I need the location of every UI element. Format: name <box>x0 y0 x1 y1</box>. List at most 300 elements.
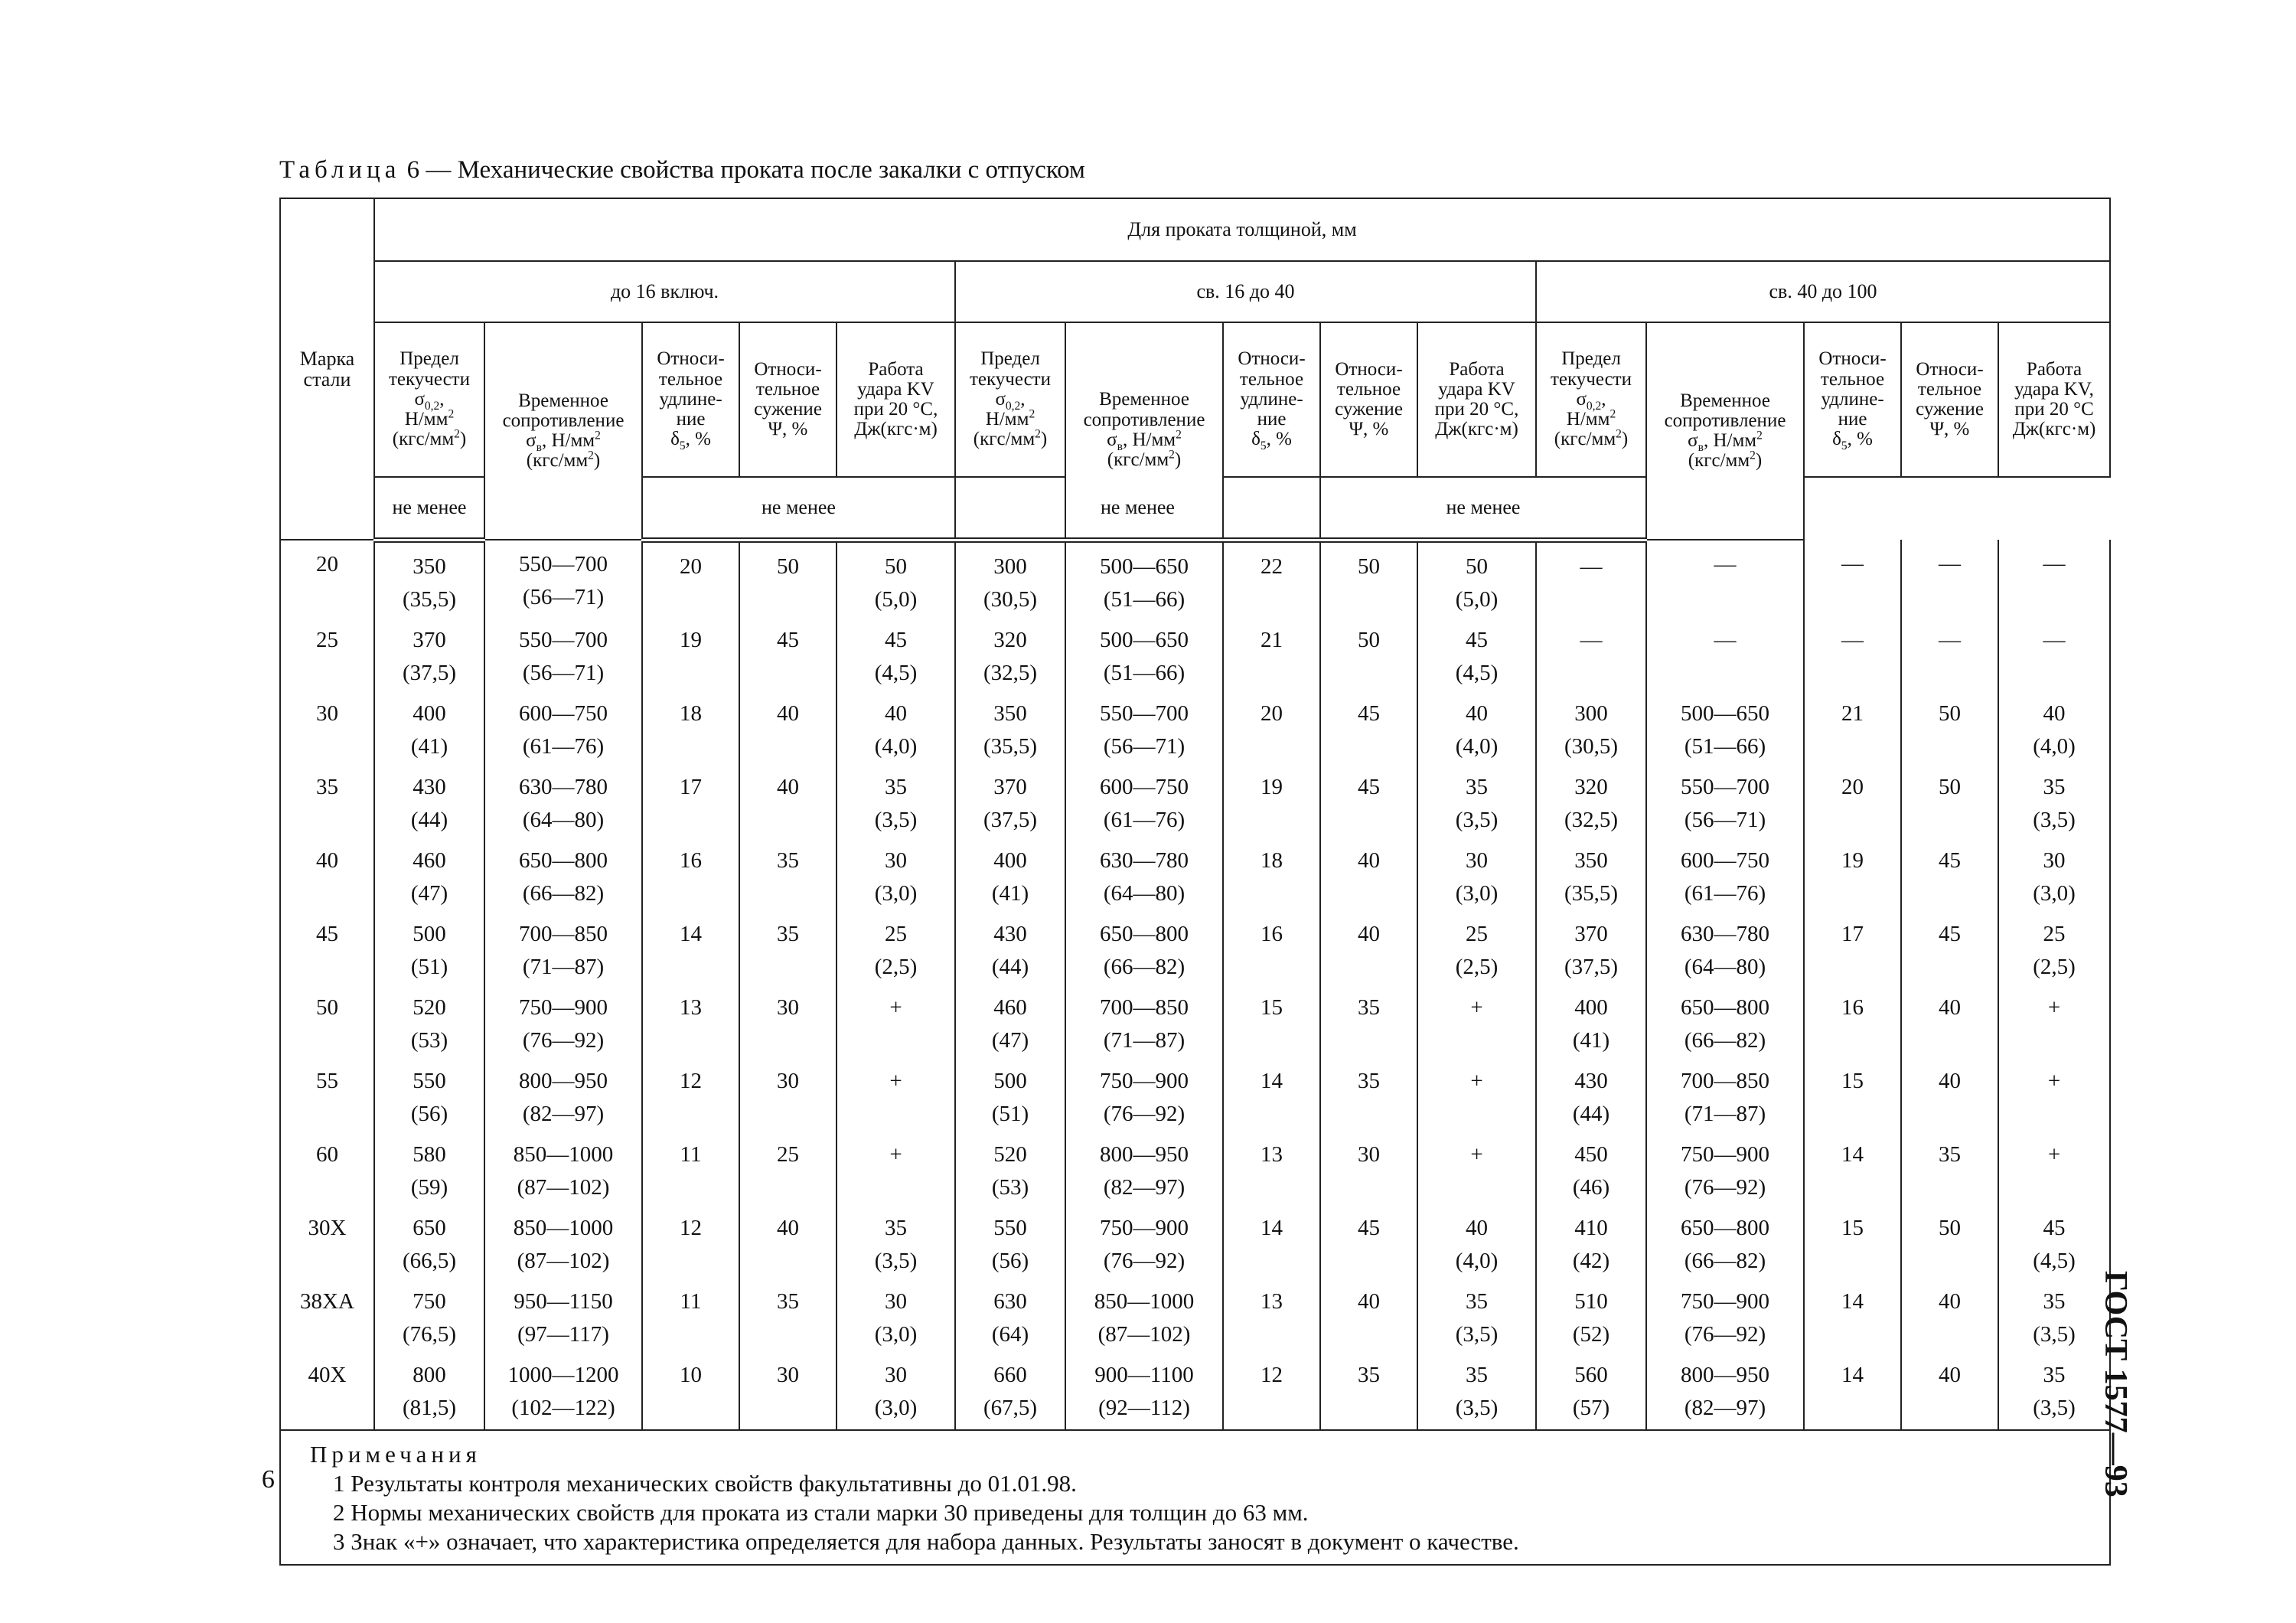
value-cell <box>642 763 739 837</box>
value-kgf <box>1225 1171 1318 1204</box>
value-main: 400 <box>413 700 446 726</box>
value-cell <box>739 763 837 837</box>
header-reduction-1: Относи- тельное сужение Ψ, % <box>739 322 837 477</box>
value-cell <box>1901 1204 1998 1278</box>
value-kgf <box>1806 580 1899 613</box>
value-cell <box>739 616 837 690</box>
value-cell <box>1536 1351 1646 1430</box>
value-cell <box>484 984 642 1057</box>
value-cell <box>642 1131 739 1204</box>
value-main: 630—780 <box>1681 921 1769 946</box>
table-row <box>280 910 2110 984</box>
value-main: 17 <box>1841 921 1864 946</box>
steel-grade-cell: 35 <box>280 763 374 837</box>
value-main: 850—1000 <box>513 1215 614 1240</box>
value-main: — <box>1939 551 1961 576</box>
value-main: 15 <box>1261 994 1283 1020</box>
value-kgf <box>1225 804 1318 837</box>
value-main: 50 <box>1939 774 1961 799</box>
value-main: 12 <box>680 1215 702 1240</box>
value-cell <box>642 540 739 616</box>
value-main: + <box>889 1068 902 1093</box>
value-cell <box>1804 540 1901 616</box>
value-main: 14 <box>1841 1288 1864 1314</box>
value-cell <box>837 1131 955 1204</box>
value-main: 20 <box>680 554 702 579</box>
value-cell <box>1065 690 1223 763</box>
value-main: 35 <box>777 847 799 873</box>
value-main: 45 <box>1939 847 1961 873</box>
value-main: 13 <box>1261 1141 1283 1167</box>
value-kgf: (66—82) <box>1103 954 1186 979</box>
value-main: 430 <box>413 774 446 799</box>
value-main: 400 <box>993 847 1027 873</box>
value-kgf <box>1538 583 1644 616</box>
value-cell <box>1998 763 2110 837</box>
value-kgf: (53) <box>410 1027 448 1053</box>
value-main: 30 <box>2043 847 2066 873</box>
value-cell <box>484 837 642 910</box>
value-cell <box>955 1351 1065 1430</box>
not-less-header-2: не менее <box>955 477 1320 540</box>
value-main: 45 <box>1358 774 1380 799</box>
value-kgf <box>1806 877 1899 910</box>
value-cell <box>374 984 484 1057</box>
value-kgf: (56—71) <box>522 660 605 685</box>
value-cell <box>1223 540 1320 616</box>
value-kgf <box>644 951 737 984</box>
value-kgf <box>644 1245 737 1278</box>
value-kgf <box>1420 1171 1534 1204</box>
value-cell <box>739 910 837 984</box>
value-kgf: (61—76) <box>1684 880 1766 906</box>
value-kgf <box>1322 877 1415 910</box>
value-kgf <box>644 1318 737 1351</box>
value-kgf <box>1225 1245 1318 1278</box>
value-kgf: (3,5) <box>2033 1395 2076 1420</box>
value-kgf: (47) <box>410 880 448 906</box>
value-cell <box>374 1131 484 1204</box>
value-cell <box>1536 690 1646 763</box>
value-main: — <box>1580 554 1603 579</box>
header-yield-2: Предел текучести $\sigma_{0,2}$, $Н/мм^2$ $(кгс/мм^2)$ <box>955 322 1065 477</box>
value-kgf <box>1225 1318 1318 1351</box>
table-row <box>280 540 2110 616</box>
value-cell <box>1223 1057 1320 1131</box>
value-cell <box>1223 1131 1320 1204</box>
value-kgf <box>644 804 737 837</box>
value-kgf <box>1903 1171 1996 1204</box>
value-cell <box>1417 910 1536 984</box>
header-impact-3: Работа удара KV, при 20 °С Дж(кгс·м) <box>1998 322 2110 477</box>
value-main: 550—700 <box>1681 774 1769 799</box>
value-kgf: (64—80) <box>1103 880 1186 906</box>
steel-grade-cell: 40Х <box>280 1351 374 1430</box>
header-tensile-2: Временное сопротивление $\sigma_в$, $Н/мм^2$ $(кгс/мм^2)$ <box>1065 322 1223 540</box>
value-main: 500 <box>413 921 446 946</box>
value-cell <box>1998 837 2110 910</box>
value-cell <box>1998 1351 2110 1430</box>
value-kgf <box>1903 951 1996 984</box>
value-cell <box>484 540 642 616</box>
value-kgf: (51) <box>991 1101 1029 1126</box>
value-kgf <box>742 730 834 763</box>
value-cell <box>1536 616 1646 690</box>
value-main: 14 <box>1261 1068 1283 1093</box>
value-cell <box>1536 540 1646 616</box>
value-cell <box>642 616 739 690</box>
value-kgf <box>1322 583 1415 616</box>
value-kgf <box>1322 730 1415 763</box>
value-kgf: (56—71) <box>1103 733 1186 759</box>
value-cell <box>1320 763 1417 837</box>
value-main: 500 <box>993 1068 1027 1093</box>
value-main: 21 <box>1841 700 1864 726</box>
value-cell <box>1804 690 1901 763</box>
table-header <box>280 198 2110 540</box>
value-kgf: (37,5) <box>983 807 1038 832</box>
value-cell <box>1417 984 1536 1057</box>
value-kgf: (71—87) <box>522 954 605 979</box>
value-kgf <box>839 1098 953 1131</box>
value-cell <box>484 763 642 837</box>
value-kgf <box>1322 1171 1415 1204</box>
value-kgf: (41) <box>1572 1027 1610 1053</box>
value-cell <box>1646 763 1804 837</box>
value-kgf: (4,5) <box>1455 660 1499 685</box>
value-main: + <box>2047 1068 2061 1093</box>
value-main: 1000—1200 <box>507 1362 619 1387</box>
value-main: — <box>1714 627 1737 652</box>
value-cell <box>1320 540 1417 616</box>
notes-title: Примечания <box>310 1440 481 1468</box>
value-cell <box>955 763 1065 837</box>
steel-grade-cell: 38ХА <box>280 1278 374 1351</box>
value-main: 30 <box>777 994 799 1020</box>
value-kgf: (4,5) <box>874 660 918 685</box>
value-main: 40 <box>1358 921 1380 946</box>
value-main: 520 <box>993 1141 1027 1167</box>
value-main: 14 <box>680 921 702 946</box>
value-cell <box>1065 1131 1223 1204</box>
value-kgf <box>1806 1098 1899 1131</box>
value-kgf <box>644 877 737 910</box>
value-cell <box>1417 1057 1536 1131</box>
value-main: 20 <box>1841 774 1864 799</box>
value-cell <box>484 690 642 763</box>
value-cell <box>1223 984 1320 1057</box>
notes-cell <box>280 1430 2110 1565</box>
value-main: 21 <box>1261 627 1283 652</box>
value-main: 12 <box>1261 1362 1283 1387</box>
value-kgf: (4,5) <box>2033 1248 2076 1273</box>
value-main: 650—800 <box>1681 994 1769 1020</box>
value-kgf <box>839 1024 953 1057</box>
value-kgf: (47) <box>991 1027 1029 1053</box>
value-kgf <box>1649 657 1802 690</box>
value-main: 350 <box>993 700 1027 726</box>
value-cell <box>1998 690 2110 763</box>
value-cell <box>739 1057 837 1131</box>
value-kgf: (81,5) <box>402 1395 457 1420</box>
value-main: 50 <box>1358 554 1380 579</box>
value-cell <box>1804 910 1901 984</box>
value-cell <box>955 690 1065 763</box>
value-kgf <box>1806 657 1899 690</box>
value-cell <box>1646 984 1804 1057</box>
value-kgf: (3,0) <box>874 880 918 906</box>
value-cell <box>374 1057 484 1131</box>
value-kgf <box>644 730 737 763</box>
value-cell <box>1536 1278 1646 1351</box>
value-cell <box>837 1057 955 1131</box>
note-3: 3 Знак «+» означает, что характеристика определяется для набора данных. Результаты заносят в документ о качестве. <box>333 1527 1519 1555</box>
value-cell <box>837 540 955 616</box>
value-kgf: (51) <box>410 954 448 979</box>
value-main: 410 <box>1574 1215 1608 1240</box>
value-cell <box>484 616 642 690</box>
value-cell <box>1901 1057 1998 1131</box>
value-kgf: (32,5) <box>983 660 1038 685</box>
value-kgf: (71—87) <box>1684 1101 1766 1126</box>
value-main: 560 <box>1574 1362 1608 1387</box>
value-cell <box>642 1278 739 1351</box>
value-kgf: (2,5) <box>874 954 918 979</box>
header-reduction-3: Относи- тельное сужение Ψ, % <box>1901 322 1998 477</box>
value-main: 35 <box>1939 1141 1961 1167</box>
value-kgf: (76—92) <box>1103 1248 1186 1273</box>
value-kgf: (51—66) <box>1684 733 1766 759</box>
value-cell <box>955 837 1065 910</box>
value-main: 50 <box>1939 700 1961 726</box>
value-main: + <box>2047 994 2061 1020</box>
value-cell <box>739 1131 837 1204</box>
value-main: 16 <box>1841 994 1864 1020</box>
value-cell <box>1804 763 1901 837</box>
value-main: 40 <box>1466 700 1488 726</box>
value-cell <box>955 1204 1065 1278</box>
value-cell <box>642 910 739 984</box>
value-main: 450 <box>1574 1141 1608 1167</box>
value-cell <box>374 910 484 984</box>
value-cell <box>1901 763 1998 837</box>
value-cell <box>1223 1278 1320 1351</box>
value-cell <box>1417 837 1536 910</box>
value-kgf: (51—66) <box>1103 586 1186 612</box>
value-kgf: (102—122) <box>511 1395 615 1420</box>
value-kgf: (67,5) <box>983 1395 1038 1420</box>
header-tensile-3: Временное сопротивление $\sigma_в$, $Н/мм^2$ $(кгс/мм^2)$ <box>1646 322 1804 540</box>
value-kgf: (51—66) <box>1103 660 1186 685</box>
value-main: 800—950 <box>1681 1362 1769 1387</box>
value-cell <box>1065 1057 1223 1131</box>
value-main: 35 <box>777 921 799 946</box>
value-main: 460 <box>993 994 1027 1020</box>
steel-grade-cell: 20 <box>280 540 374 616</box>
not-less-header-1b: не менее <box>642 477 955 540</box>
value-kgf <box>1806 1392 1899 1425</box>
value-main: 11 <box>680 1288 702 1314</box>
value-kgf <box>1806 730 1899 763</box>
value-kgf <box>644 583 737 616</box>
value-main: 17 <box>680 774 702 799</box>
value-main: 16 <box>1261 921 1283 946</box>
header-impact-1: Работа удара KV при 20 °С, Дж(кгс·м) <box>837 322 955 477</box>
caption-dash: — <box>426 156 452 184</box>
value-main: 15 <box>1841 1215 1864 1240</box>
value-cell <box>1901 984 1998 1057</box>
value-kgf <box>644 1171 737 1204</box>
value-kgf: (3,5) <box>874 807 918 832</box>
value-main: 30 <box>1358 1141 1380 1167</box>
value-main: 35 <box>885 1215 907 1240</box>
value-cell <box>837 837 955 910</box>
value-cell <box>739 1351 837 1430</box>
value-main: 800 <box>413 1362 446 1387</box>
header-yield-3: Предел текучести $\sigma_{0,2}$, $Н/мм^2$ $(кгс/мм^2)$ <box>1536 322 1646 477</box>
value-kgf <box>1225 877 1318 910</box>
value-kgf <box>1322 1024 1415 1057</box>
value-cell <box>739 1278 837 1351</box>
note-1: 1 Результаты контроля механических свойств факультативны до 01.01.98. <box>333 1469 1077 1497</box>
steel-grade-cell: 50 <box>280 984 374 1057</box>
value-kgf <box>644 1392 737 1425</box>
table-row <box>280 690 2110 763</box>
value-main: 520 <box>413 994 446 1020</box>
value-main: 50 <box>777 554 799 579</box>
value-cell <box>955 540 1065 616</box>
value-main: 30 <box>885 1362 907 1387</box>
value-cell <box>955 910 1065 984</box>
value-kgf: (4,0) <box>1455 733 1499 759</box>
value-kgf <box>742 657 834 690</box>
value-kgf <box>1806 1171 1899 1204</box>
value-cell <box>1320 910 1417 984</box>
value-cell <box>1804 984 1901 1057</box>
value-cell <box>1065 1351 1223 1430</box>
value-cell <box>1646 1057 1804 1131</box>
value-kgf: (87—102) <box>517 1248 610 1273</box>
value-cell <box>374 837 484 910</box>
value-kgf <box>1903 804 1996 837</box>
value-main: 600—750 <box>519 700 608 726</box>
value-main: 750—900 <box>1681 1288 1769 1314</box>
value-main: + <box>1470 1141 1483 1167</box>
value-kgf <box>1806 804 1899 837</box>
value-cell <box>1998 616 2110 690</box>
value-kgf <box>1420 1098 1534 1131</box>
value-kgf: (82—97) <box>1684 1395 1766 1420</box>
value-cell <box>1998 540 2110 616</box>
value-main: — <box>1580 627 1603 652</box>
group-header-3: св. 40 до 100 <box>1536 261 2110 322</box>
value-main: 650—800 <box>1681 1215 1769 1240</box>
value-cell <box>374 763 484 837</box>
value-main: 630 <box>993 1288 1027 1314</box>
value-cell <box>1223 910 1320 984</box>
value-cell <box>1417 1351 1536 1430</box>
value-main: 30 <box>1466 847 1488 873</box>
value-main: 16 <box>680 847 702 873</box>
value-main: 700—850 <box>519 921 608 946</box>
value-main: 630—780 <box>1100 847 1189 873</box>
value-main: 50 <box>1466 554 1488 579</box>
value-cell <box>1417 1131 1536 1204</box>
value-main: + <box>2047 1141 2061 1167</box>
value-kgf <box>1225 1024 1318 1057</box>
value-main: 650—800 <box>1100 921 1189 946</box>
value-cell <box>642 1351 739 1430</box>
steel-grade-cell: 45 <box>280 910 374 984</box>
value-kgf <box>742 877 834 910</box>
value-kgf: (41) <box>991 880 1029 906</box>
value-kgf: (44) <box>991 954 1029 979</box>
value-main: 550—700 <box>519 627 608 652</box>
value-cell <box>1223 837 1320 910</box>
value-cell <box>1065 837 1223 910</box>
value-cell <box>1320 1057 1417 1131</box>
value-kgf: (30,5) <box>983 586 1038 612</box>
value-kgf <box>742 804 834 837</box>
value-cell <box>1417 616 1536 690</box>
value-cell <box>1901 1278 1998 1351</box>
value-kgf <box>742 1171 834 1204</box>
value-cell <box>1320 837 1417 910</box>
value-cell <box>1536 763 1646 837</box>
value-kgf: (97—117) <box>517 1321 609 1347</box>
value-cell <box>739 1204 837 1278</box>
value-main: 45 <box>1358 1215 1380 1240</box>
not-less-header-3: не менее <box>1320 477 1646 540</box>
value-cell <box>837 1204 955 1278</box>
header-reduction-2: Относи- тельное сужение Ψ, % <box>1320 322 1417 477</box>
value-cell <box>1998 1278 2110 1351</box>
value-kgf: (76—92) <box>1684 1174 1766 1200</box>
value-kgf <box>742 1245 834 1278</box>
value-kgf <box>1806 1024 1899 1057</box>
value-cell <box>1223 616 1320 690</box>
value-cell <box>1536 984 1646 1057</box>
value-kgf: (87—102) <box>517 1174 610 1200</box>
value-main: 25 <box>777 1141 799 1167</box>
value-main: 18 <box>680 700 702 726</box>
value-kgf <box>1322 951 1415 984</box>
note-2: 2 Нормы механических свойств для проката из стали марки 30 приведены для толщин до 63 мм. <box>333 1498 1309 1526</box>
value-cell <box>1646 540 1804 616</box>
value-cell <box>837 763 955 837</box>
value-cell <box>837 616 955 690</box>
value-main: 40 <box>777 1215 799 1240</box>
value-cell <box>374 616 484 690</box>
value-kgf: (64) <box>991 1321 1029 1347</box>
value-cell <box>484 1204 642 1278</box>
value-kgf <box>742 1318 834 1351</box>
value-main: 300 <box>993 554 1027 579</box>
value-kgf <box>1538 657 1644 690</box>
table-row <box>280 1204 2110 1278</box>
value-kgf: (4,0) <box>1455 1248 1499 1273</box>
value-kgf: (3,5) <box>874 1248 918 1273</box>
value-kgf <box>1225 583 1318 616</box>
value-main: — <box>1841 627 1864 652</box>
thickness-header: Для проката толщиной, мм <box>374 198 2110 261</box>
value-cell <box>1998 1131 2110 1204</box>
value-cell <box>484 1278 642 1351</box>
value-main: 35 <box>1358 1362 1380 1387</box>
value-main: 750 <box>413 1288 446 1314</box>
value-cell <box>955 1278 1065 1351</box>
value-kgf: (3,5) <box>1455 807 1499 832</box>
